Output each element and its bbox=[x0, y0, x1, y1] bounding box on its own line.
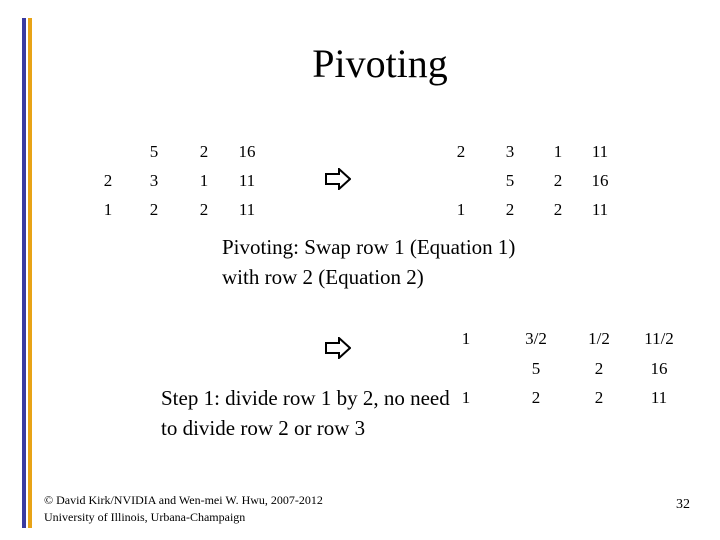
matrix-a-cell: 2 bbox=[199, 142, 209, 161]
matrix-b-cell: 2 bbox=[456, 142, 466, 161]
matrix-c-cell: 11/2 bbox=[644, 329, 674, 348]
matrix-b-cell: 2 bbox=[553, 171, 563, 190]
matrix-b-cell: 2 bbox=[553, 200, 563, 219]
matrix-c-cell: 5 bbox=[531, 359, 541, 378]
matrix-c-cell: 1 bbox=[461, 329, 471, 348]
matrix-a-cell: 16 bbox=[238, 142, 256, 161]
matrix-c-cell: 16 bbox=[650, 359, 668, 378]
matrix-a-cell: 2 bbox=[103, 171, 113, 190]
matrix-a-cell: 2 bbox=[199, 200, 209, 219]
left-accent-bar-gold bbox=[28, 18, 32, 528]
step-description: Step 1: divide row 1 by 2, no need to divide row 2 or row 3 bbox=[161, 386, 450, 440]
slide-title: Pivoting bbox=[312, 41, 448, 86]
matrix-a-cell: 5 bbox=[149, 142, 159, 161]
footer-line: University of Illinois, Urbana-Champaign bbox=[44, 510, 246, 524]
matrix-a-cell: 2 bbox=[149, 200, 159, 219]
matrix-c-cell: 2 bbox=[531, 388, 541, 407]
matrix-c-cell: 2 bbox=[594, 388, 604, 407]
matrix-c-cell: 1/2 bbox=[588, 329, 610, 348]
pivoting-caption: Pivoting: Swap row 1 (Equation 1) with row 2 (Equation 2) bbox=[222, 235, 516, 289]
footer-copyright bbox=[44, 492, 323, 526]
matrix-a-cell: 11 bbox=[238, 171, 256, 190]
matrix-b-cell: 5 bbox=[505, 171, 515, 190]
right-arrow-icon bbox=[325, 168, 351, 190]
matrix-b-cell: 11 bbox=[591, 142, 609, 161]
matrix-c-cell: 1 bbox=[461, 388, 471, 407]
matrix-c-cell: 11 bbox=[650, 388, 668, 407]
matrix-b-cell: 16 bbox=[591, 171, 609, 190]
matrix-b-cell: 3 bbox=[505, 142, 515, 161]
matrix-a-cell: 3 bbox=[149, 171, 159, 190]
matrix-c-cell: 3/2 bbox=[525, 329, 547, 348]
left-accent-bar-blue bbox=[22, 18, 26, 528]
matrix-a-cell: 11 bbox=[238, 200, 256, 219]
right-arrow-icon bbox=[325, 337, 351, 359]
matrix-b-cell: 1 bbox=[553, 142, 563, 161]
matrix-b-cell: 1 bbox=[456, 200, 466, 219]
matrix-b-cell: 11 bbox=[591, 200, 609, 219]
matrix-a-cell: 1 bbox=[199, 171, 209, 190]
matrix-b-cell: 2 bbox=[505, 200, 515, 219]
page-number: 32 bbox=[676, 497, 690, 512]
matrix-a-cell: 1 bbox=[103, 200, 113, 219]
matrix-c-cell: 2 bbox=[594, 359, 604, 378]
footer-line: © David Kirk/NVIDIA and Wen-mei W. Hwu, 2007-2012 bbox=[44, 493, 323, 507]
